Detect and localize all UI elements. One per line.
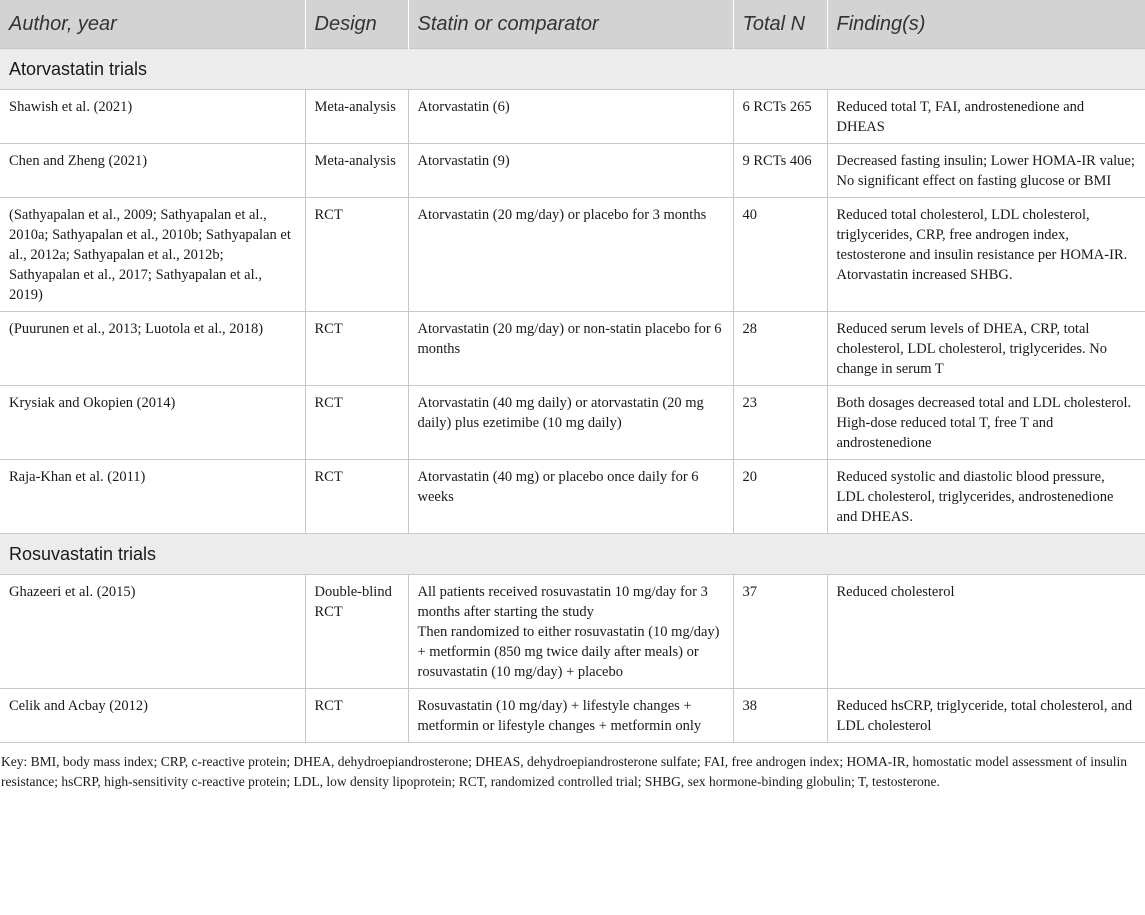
cell-author: (Puurunen et al., 2013; Luotola et al., 2018) — [0, 312, 305, 386]
cell-statin: Atorvastatin (6) — [408, 90, 733, 144]
cell-findings: Reduced total T, FAI, androstenedione and DHEAS — [827, 90, 1145, 144]
cell-author: Krysiak and Okopien (2014) — [0, 386, 305, 460]
cell-total-n: 9 RCTs 406 — [733, 144, 827, 198]
cell-statin: Atorvastatin (40 mg daily) or atorvastatin (20 mg daily) plus ezetimibe (10 mg daily) — [408, 386, 733, 460]
cell-author: Shawish et al. (2021) — [0, 90, 305, 144]
cell-statin: Atorvastatin (20 mg/day) or placebo for 3 months — [408, 198, 733, 312]
table-row — [0, 312, 1145, 386]
cell-findings: Reduced serum levels of DHEA, CRP, total cholesterol, LDL cholesterol, triglycerides. No change in serum T — [827, 312, 1145, 386]
cell-statin-line-2: Then randomized to either rosuvastatin (10 mg/day) + metformin (850 mg twice daily after meals) or rosuvastatin (10 mg/day) + placebo — [417, 624, 720, 680]
cell-total-n: 28 — [733, 312, 827, 386]
cell-findings: Reduced cholesterol — [827, 575, 1145, 689]
cell-statin — [408, 575, 733, 689]
cell-design: RCT — [305, 312, 408, 386]
cell-statin: Atorvastatin (20 mg/day) or non-statin placebo for 6 months — [408, 312, 733, 386]
cell-statin: Atorvastatin (9) — [408, 144, 733, 198]
table-header — [0, 0, 1145, 49]
section-row-atorvastatin — [0, 49, 1145, 90]
cell-author: (Sathyapalan et al., 2009; Sathyapalan et al., 2010a; Sathyapalan et al., 2010b; Sathyapalan et al., 2012a; Sathyapalan et al., 2012b; Sathyapalan et al., 2017; Sathyapalan et al., 2019) — [0, 198, 305, 312]
cell-total-n: 38 — [733, 689, 827, 743]
column-header-statin-or-comparator: Statin or comparator — [408, 0, 733, 49]
table-footnote: Key: BMI, body mass index; CRP, c-reactive protein; DHEA, dehydroepiandrosterone; DHEAS, dehydroepiandrosterone sulfate; FAI, free androgen index; HOMA-IR, homostatic model assessment of insulin resistance; hsCRP, high-sensitivity c-reactive protein; LDL, low density lipoprotein; RCT, randomized controlled trial; SHBG, sex hormone-binding globulin; T, testosterone. — [1, 754, 1128, 789]
section-title: Atorvastatin trials — [0, 49, 1145, 90]
cell-statin: Rosuvastatin (10 mg/day) + lifestyle changes + metformin or lifestyle changes + metformin only — [408, 689, 733, 743]
cell-design: RCT — [305, 460, 408, 534]
cell-author: Chen and Zheng (2021) — [0, 144, 305, 198]
table-body — [0, 49, 1145, 743]
table-row — [0, 90, 1145, 144]
cell-total-n: 37 — [733, 575, 827, 689]
cell-findings: Reduced total cholesterol, LDL cholesterol, triglycerides, CRP, free androgen index, testosterone and insulin resistance per HOMA-IR. Atorvastatin increased SHBG. — [827, 198, 1145, 312]
column-header-findings: Finding(s) — [827, 0, 1145, 49]
column-header-design: Design — [305, 0, 408, 49]
cell-findings: Reduced hsCRP, triglyceride, total cholesterol, and LDL cholesterol — [827, 689, 1145, 743]
column-header-author-year: Author, year — [0, 0, 305, 49]
table-row — [0, 386, 1145, 460]
table-row — [0, 198, 1145, 312]
cell-design: Meta-analysis — [305, 90, 408, 144]
cell-author: Raja-Khan et al. (2011) — [0, 460, 305, 534]
column-header-total-n: Total N — [733, 0, 827, 49]
table-row — [0, 460, 1145, 534]
cell-design: RCT — [305, 198, 408, 312]
section-row-rosuvastatin — [0, 534, 1145, 575]
cell-design: Meta-analysis — [305, 144, 408, 198]
cell-total-n: 20 — [733, 460, 827, 534]
cell-statin-line-1: All patients received rosuvastatin 10 mg/day for 3 months after starting the study — [417, 584, 708, 620]
cell-total-n: 6 RCTs 265 — [733, 90, 827, 144]
table-row — [0, 575, 1145, 689]
table-row — [0, 144, 1145, 198]
cell-author: Ghazeeri et al. (2015) — [0, 575, 305, 689]
cell-total-n: 40 — [733, 198, 827, 312]
cell-author: Celik and Acbay (2012) — [0, 689, 305, 743]
cell-statin: Atorvastatin (40 mg) or placebo once daily for 6 weeks — [408, 460, 733, 534]
cell-total-n: 23 — [733, 386, 827, 460]
header-row — [0, 0, 1145, 49]
cell-design: Double-blind RCT — [305, 575, 408, 689]
section-title: Rosuvastatin trials — [0, 534, 1145, 575]
cell-design: RCT — [305, 689, 408, 743]
table-row — [0, 689, 1145, 743]
cell-findings: Reduced systolic and diastolic blood pressure, LDL cholesterol, triglycerides, androstenedione and DHEAS. — [827, 460, 1145, 534]
cell-findings: Decreased fasting insulin; Lower HOMA-IR value; No significant effect on fasting glucose or BMI — [827, 144, 1145, 198]
cell-design: RCT — [305, 386, 408, 460]
cell-findings: Both dosages decreased total and LDL cholesterol. High-dose reduced total T, free T and androstenedione — [827, 386, 1145, 460]
